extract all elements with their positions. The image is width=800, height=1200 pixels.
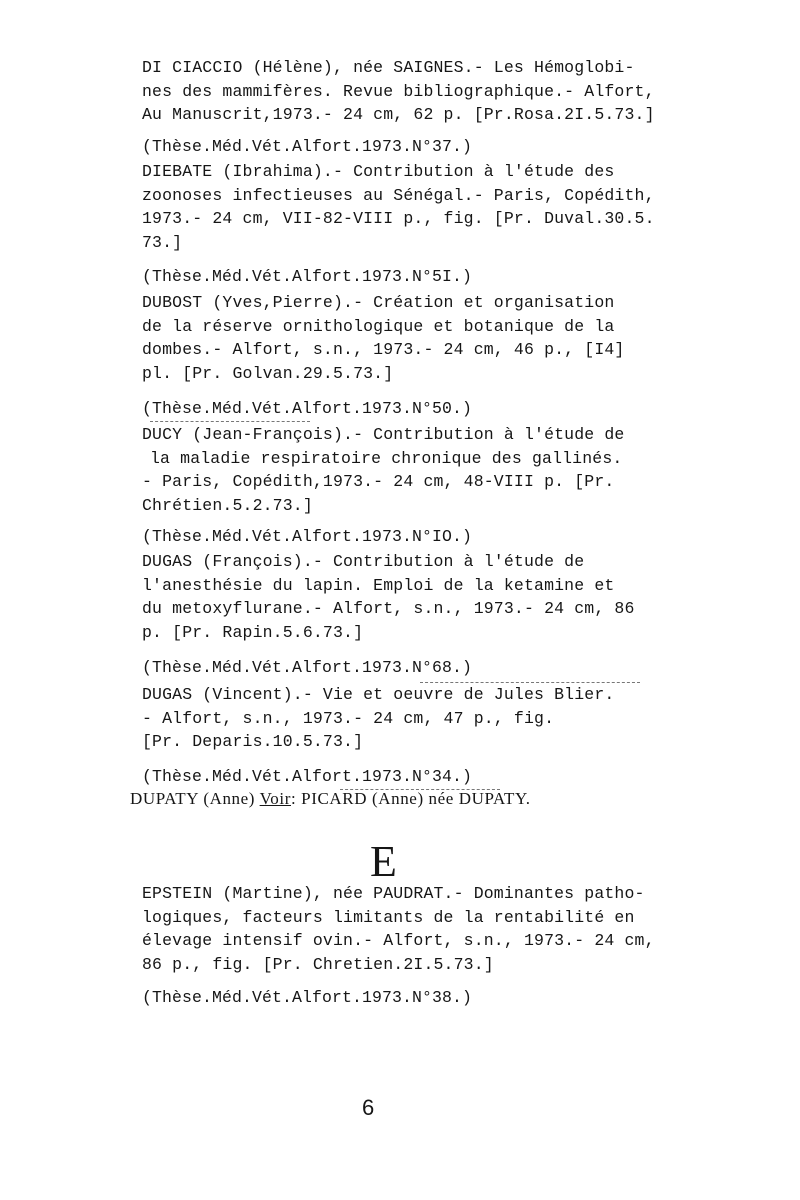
entry-line: DUGAS (François).- Contribution à l'étude de [142,552,585,571]
entry-line: EPSTEIN (Martine), née PAUDRAT.- Dominantes patho- [142,884,645,903]
thesis-note: (Thèse.Méd.Vét.Alfort.1973.N°IO.) [142,527,473,546]
entry-line: 86 p., fig. [Pr. Chretien.2I.5.73.] [142,954,494,974]
entry-line: dombes.- Alfort, s.n., 1973.- 24 cm, 46 p., [I4] [142,340,625,359]
catalog-entry [142,423,702,517]
entry-line: pl. [Pr. Golvan.29.5.73.] [142,363,394,383]
thesis-note: (Thèse.Méd.Vét.Alfort.1973.N°50.) [142,399,473,418]
entry-line: nes des mammifères. Revue bibliographique.- Alfort, [142,81,655,101]
entry-line: élevage intensif ovin.- Alfort, s.n., 1973.- 24 cm, [142,931,655,950]
separator-mark [150,421,310,422]
catalog-entry [142,56,702,127]
catalog-entry [142,550,702,644]
thesis-note: (Thèse.Méd.Vét.Alfort.1973.N°34.) [142,767,473,786]
entry-line: Chrétien.5.2.73.] [142,495,313,515]
entry-line: - Paris, Copédith,1973.- 24 cm, 48-VIII p. [Pr. [142,472,615,491]
entry-line: DUCY (Jean-François).- Contribution à l'étude de [142,425,625,444]
cross-reference [130,789,531,809]
catalog-entry [142,683,702,754]
entry-line: - Alfort, s.n., 1973.- 24 cm, 47 p., fig. [142,708,555,728]
thesis-note: (Thèse.Méd.Vét.Alfort.1973.N°38.) [142,988,473,1007]
entry-line: [Pr. Deparis.10.5.73.] [142,732,364,751]
thesis-note: (Thèse.Méd.Vét.Alfort.1973.N°37.) [142,137,473,156]
thesis-note: (Thèse.Méd.Vét.Alfort.1973.N°5I.) [142,267,473,286]
catalog-entry [142,882,702,976]
xref-name: DUPATY (Anne) [130,789,260,808]
section-letter: E [370,837,397,886]
entry-line: l'anesthésie du lapin. Emploi de la ketamine et [142,575,615,595]
xref-voir: Voir [259,789,291,808]
entry-line: 1973.- 24 cm, VII-82-VIII p., fig. [Pr. Duval.30.5. [142,209,655,228]
entry-line: DI CIACCIO (Hélène), née SAIGNES.- Les Hémoglobi- [142,58,635,77]
entry-line: de la réserve ornithologique et botanique de la [142,316,615,336]
entry-line: zoonoses infectieuses au Sénégal.- Paris, Copédith, [142,185,655,205]
entry-line: Au Manuscrit,1973.- 24 cm, 62 p. [Pr.Rosa.2I.5.73.] [142,105,655,124]
thesis-note: (Thèse.Méd.Vét.Alfort.1973.N°68.) [142,658,473,677]
entry-line: p. [Pr. Rapin.5.6.73.] [142,622,364,642]
entry-line: DUBOST (Yves,Pierre).- Création et organisation [142,293,615,312]
entry-line: la maladie respiratoire chronique des gallinés. [150,448,623,468]
entry-line: DIEBATE (Ibrahima).- Contribution à l'étude des [142,162,615,181]
entry-line: logiques, facteurs limitants de la rentabilité en [142,907,635,927]
xref-target: : PICARD (Anne) née DUPATY. [290,789,531,808]
entry-line: DUGAS (Vincent).- Vie et oeuvre de Jules Blier. [142,685,615,704]
catalog-entry [142,291,702,385]
entry-line: 73.] [142,232,183,252]
catalog-entry [142,160,702,254]
entry-line: du metoxyflurane.- Alfort, s.n., 1973.- 24 cm, 86 [142,599,635,618]
page-number: 6 [362,1095,375,1120]
